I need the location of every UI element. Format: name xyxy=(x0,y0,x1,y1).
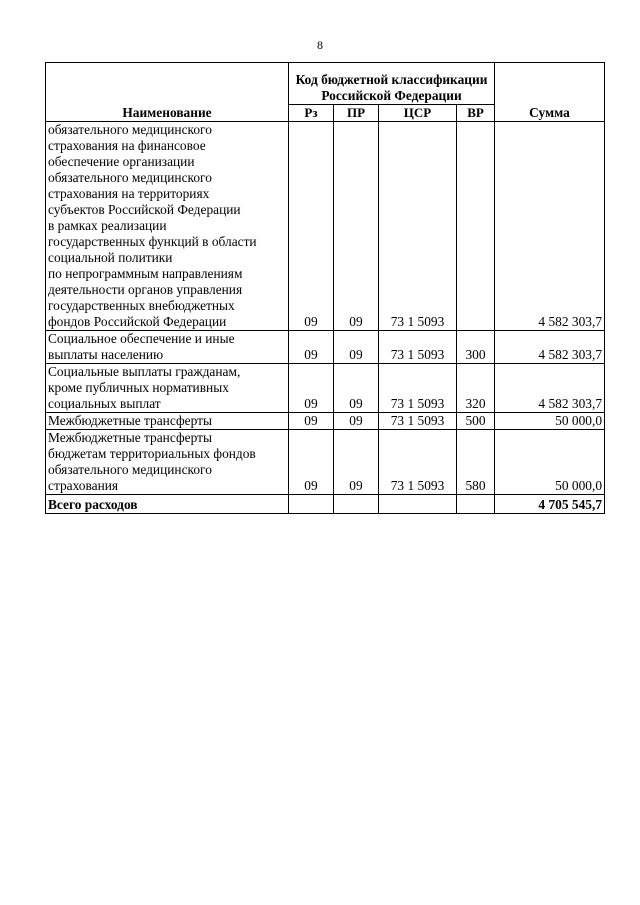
row-sum: 4 582 303,7 xyxy=(495,122,605,331)
row-vr: 580 xyxy=(457,430,495,495)
table-row xyxy=(46,331,605,364)
row-sum: 50 000,0 xyxy=(495,430,605,495)
row-pr: 09 xyxy=(334,122,379,331)
header-pr: ПР xyxy=(334,105,379,122)
table-row xyxy=(46,122,605,331)
header-csr: ЦСР xyxy=(379,105,457,122)
total-pr xyxy=(334,495,379,514)
total-sum: 4 705 545,7 xyxy=(495,495,605,514)
header-row xyxy=(46,63,605,105)
row-vr: 300 xyxy=(457,331,495,364)
row-sum: 4 582 303,7 xyxy=(495,364,605,413)
row-vr xyxy=(457,122,495,331)
row-rz: 09 xyxy=(289,122,334,331)
header-sum: Сумма xyxy=(495,63,605,122)
total-vr xyxy=(457,495,495,514)
total-row xyxy=(46,495,605,514)
row-csr: 73 1 5093 xyxy=(379,122,457,331)
total-csr xyxy=(379,495,457,514)
row-rz: 09 xyxy=(289,430,334,495)
total-label: Всего расходов xyxy=(46,495,289,514)
page-number: 8 xyxy=(317,38,323,52)
row-name: Межбюджетные трансферты бюджетам территориальных фондов обязательного медицинского страхования xyxy=(46,430,289,495)
header-code-group: Код бюджетной классификации Российской Федерации xyxy=(289,63,495,105)
row-pr: 09 xyxy=(334,364,379,413)
row-sum: 50 000,0 xyxy=(495,413,605,430)
row-rz: 09 xyxy=(289,331,334,364)
header-vr: ВР xyxy=(457,105,495,122)
row-pr: 09 xyxy=(334,413,379,430)
row-name: обязательного медицинского страхования на финансовое обеспечение организации обязательного медицинского страхования на территориях субъектов Российской Федерации в рамках реализации государственных функций в области социальной политики по непрограммным направлениям деятельности органов управления государственных внебюджетных фондов Российской Федерации xyxy=(46,122,289,331)
budget-table xyxy=(45,62,605,514)
table-row xyxy=(46,413,605,430)
row-rz: 09 xyxy=(289,413,334,430)
row-csr: 73 1 5093 xyxy=(379,413,457,430)
row-sum: 4 582 303,7 xyxy=(495,331,605,364)
row-pr: 09 xyxy=(334,331,379,364)
row-csr: 73 1 5093 xyxy=(379,331,457,364)
row-name: Межбюджетные трансферты xyxy=(46,413,289,430)
row-vr: 500 xyxy=(457,413,495,430)
row-vr: 320 xyxy=(457,364,495,413)
row-pr: 09 xyxy=(334,430,379,495)
total-rz xyxy=(289,495,334,514)
table-row xyxy=(46,430,605,495)
row-csr: 73 1 5093 xyxy=(379,430,457,495)
row-name: Социальные выплаты гражданам, кроме публичных нормативных социальных выплат xyxy=(46,364,289,413)
row-name: Социальное обеспечение и иные выплаты населению xyxy=(46,331,289,364)
header-rz: Рз xyxy=(289,105,334,122)
row-csr: 73 1 5093 xyxy=(379,364,457,413)
table-row xyxy=(46,364,605,413)
header-name: Наименование xyxy=(46,63,289,122)
row-rz: 09 xyxy=(289,364,334,413)
